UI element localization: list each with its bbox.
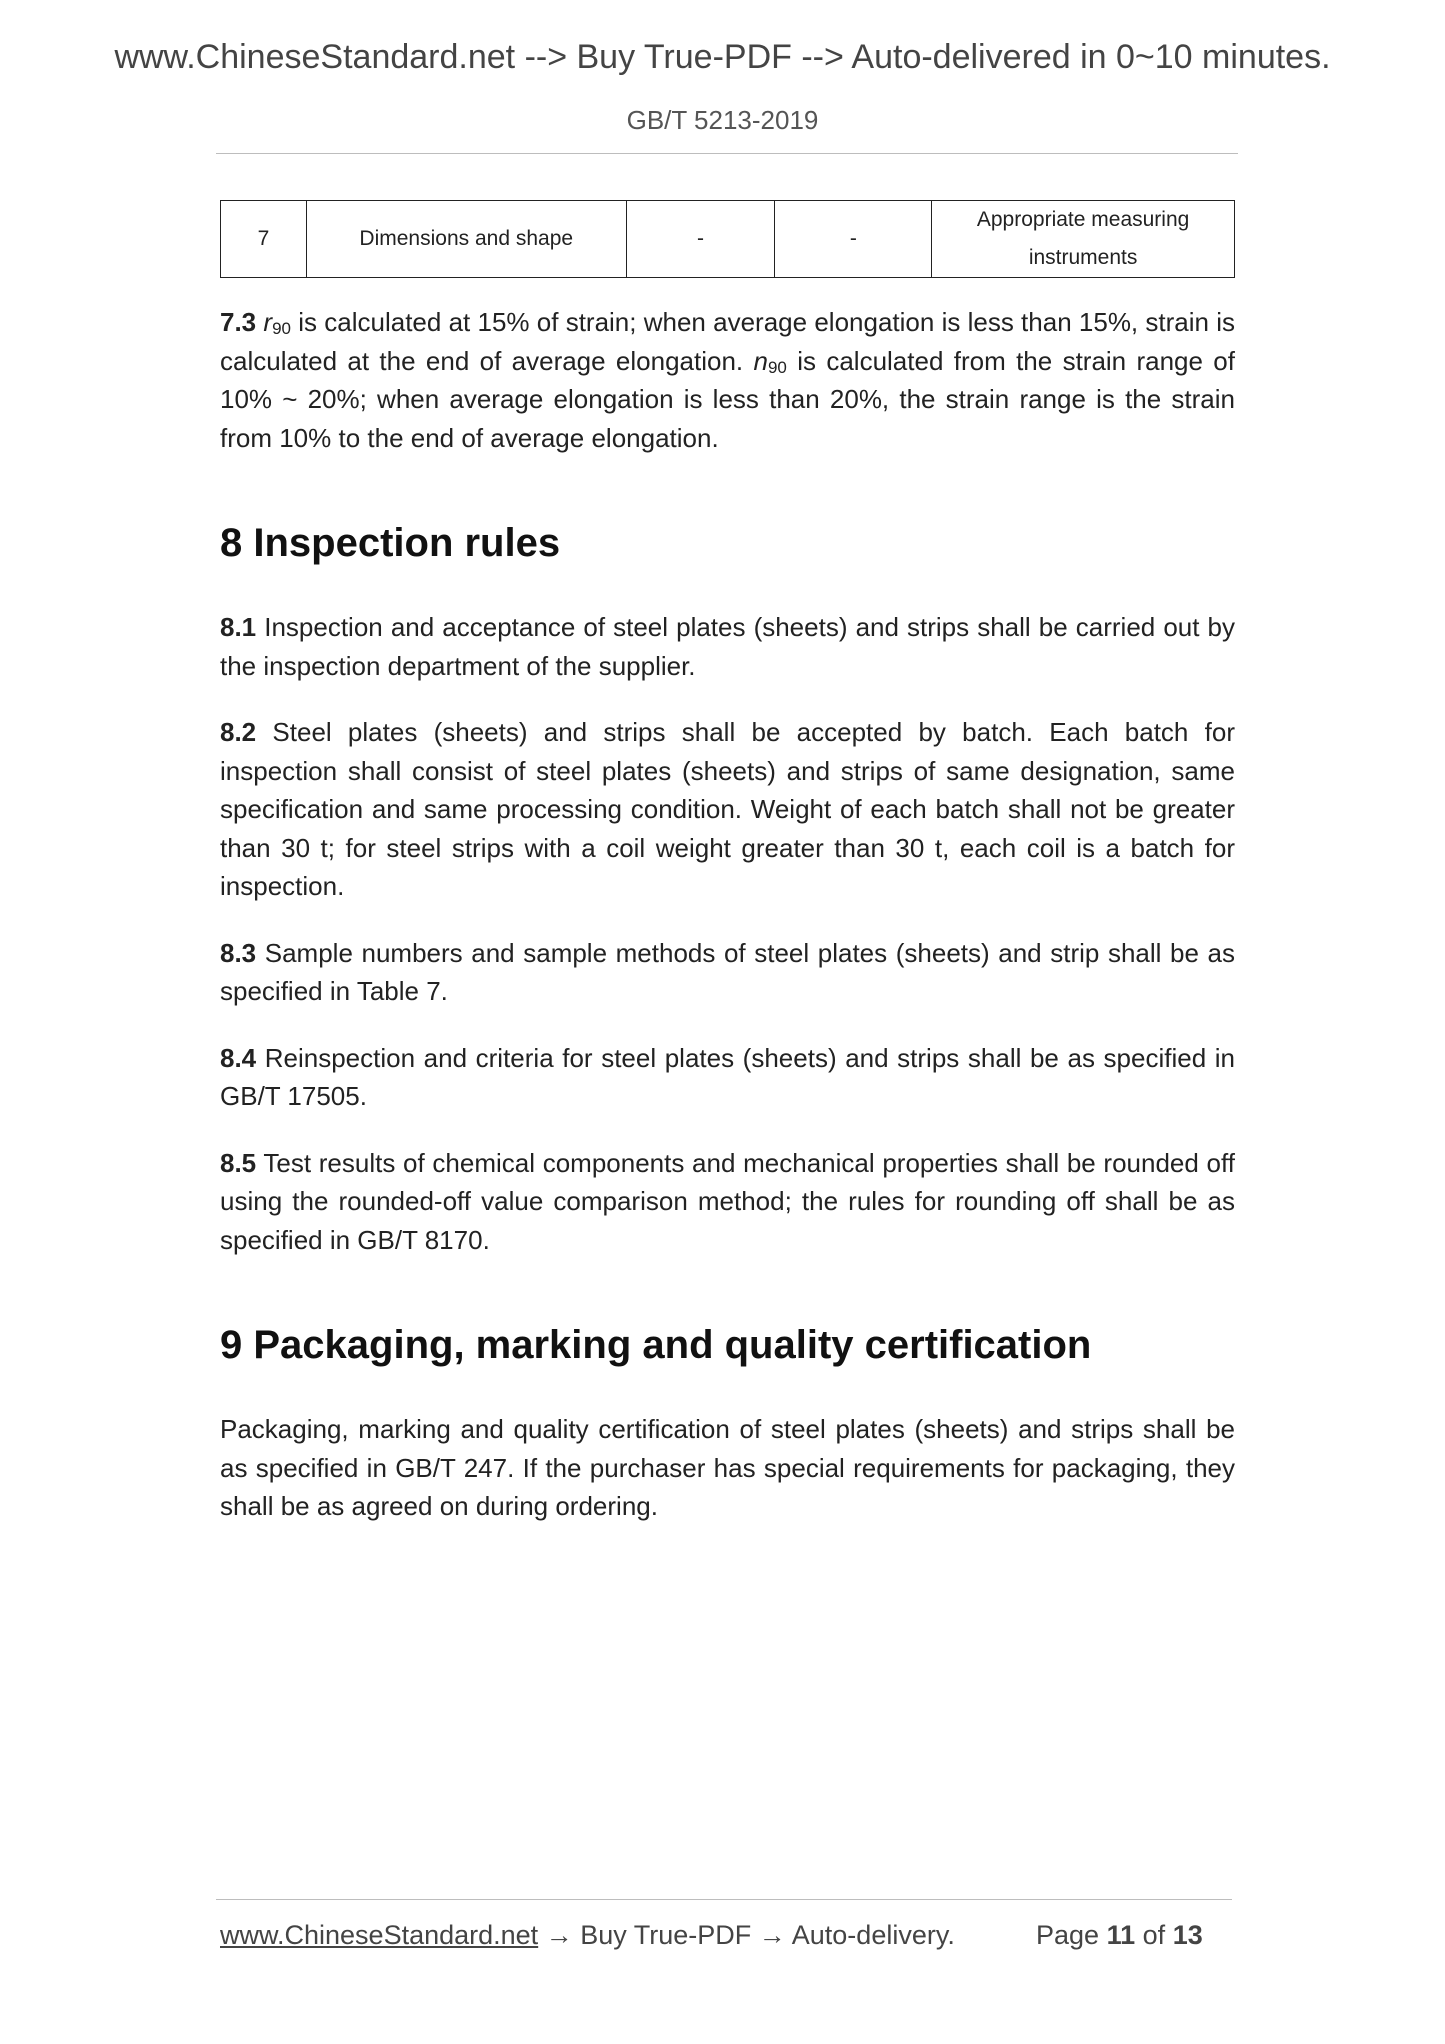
clause-number: 8.4 [220, 1042, 257, 1073]
arrow-icon: → [751, 1920, 792, 1950]
clause-8-3 [220, 934, 1235, 1011]
section-9-text: Packaging, marking and quality certification of steel plates (sheets) and strips shall be as specified in GB/T 247. If the purchaser has special requirements for packaging, they shall be as agreed on during ordering. [220, 1414, 1235, 1521]
cell-measuring [932, 201, 1235, 278]
page-indicator [1036, 1920, 1203, 1951]
clause-7-3 [220, 303, 1235, 457]
clause-number: 8.1 [220, 612, 257, 642]
table-row [221, 201, 1235, 278]
clause-8-2 [220, 713, 1235, 906]
symbol-r: r [263, 307, 273, 337]
table-7-continued [220, 200, 1235, 278]
clause-number: 8.5 [220, 1147, 257, 1178]
symbol-n: n [753, 345, 768, 376]
header-divider [216, 153, 1238, 154]
cell-test-method: - [775, 201, 932, 278]
clause-number: 8.2 [220, 717, 257, 747]
section-9-heading: 9 Packaging, marking and quality certification [220, 1323, 1092, 1367]
top-banner: www.ChineseStandard.net --> Buy True-PDF --> Auto-delivered in 0~10 minutes. [114, 38, 1331, 76]
clause-8-4 [220, 1039, 1235, 1116]
cell-sampling: - [626, 201, 775, 278]
clause-text: Inspection and acceptance of steel plates (sheets) and strips shall be carried out by the inspection department of the supplier. [220, 612, 1235, 681]
clause-number: 7.3 [220, 307, 257, 337]
page-label: Page [1036, 1920, 1100, 1950]
main-content [220, 303, 1235, 1526]
footer-links [220, 1920, 955, 1951]
clause-text: Sample numbers and sample methods of steel plates (sheets) and strip shall be as specified in Table 7. [220, 937, 1235, 1006]
clause-number: 8.3 [220, 937, 257, 968]
clause-text: is calculated from the strain range of 10% ~ 20%; when average elongation is less than 20%, the strain range is the strain from 10% to the end of average elongation. [220, 345, 1235, 453]
symbol-r-sub: 90 [272, 319, 291, 338]
footer-site-link[interactable]: www.ChineseStandard.net [220, 1920, 539, 1950]
section-8-heading: 8 Inspection rules [220, 521, 561, 565]
clause-text: is calculated at 15% of strain; when average elongation is less than 15%, strain is calculated at the end of average elongation. [220, 307, 1235, 376]
of-label: of [1142, 1920, 1166, 1950]
arrow-icon: → [538, 1920, 581, 1950]
footer-divider [216, 1899, 1232, 1900]
clause-8-1 [220, 608, 1235, 685]
footer-auto-text: Auto-delivery. [791, 1920, 955, 1950]
page-total: 13 [1172, 1920, 1203, 1950]
clause-text: Reinspection and criteria for steel plates (sheets) and strips shall be as specified in GB/T 17505. [220, 1042, 1235, 1111]
clause-text: Steel plates (sheets) and strips shall be accepted by batch. Each batch for inspection shall consist of steel plates (sheets) and strips of same designation, same specification and same processing condition. Weight of each batch shall not be greater than 30 t; for steel strips with a coil weight greater than 30 t, each coil is a batch for inspection. [220, 717, 1235, 901]
cell-item: Dimensions and shape [306, 201, 626, 278]
cell-measuring-line2: instruments [1028, 246, 1138, 269]
symbol-n-sub: 90 [767, 357, 787, 377]
clause-text: Test results of chemical components and mechanical properties shall be rounded off using the rounded-off value comparison method; the rules for rounding off shall be as specified in GB/T 8170. [220, 1147, 1235, 1255]
clause-8-5 [220, 1144, 1235, 1260]
doc-code: GB/T 5213-2019 [626, 105, 819, 135]
footer-buy-text: Buy True-PDF [580, 1920, 752, 1950]
cell-measuring-line1: Appropriate measuring [976, 208, 1190, 231]
page-number: 11 [1106, 1920, 1136, 1950]
cell-no: 7 [221, 201, 307, 278]
